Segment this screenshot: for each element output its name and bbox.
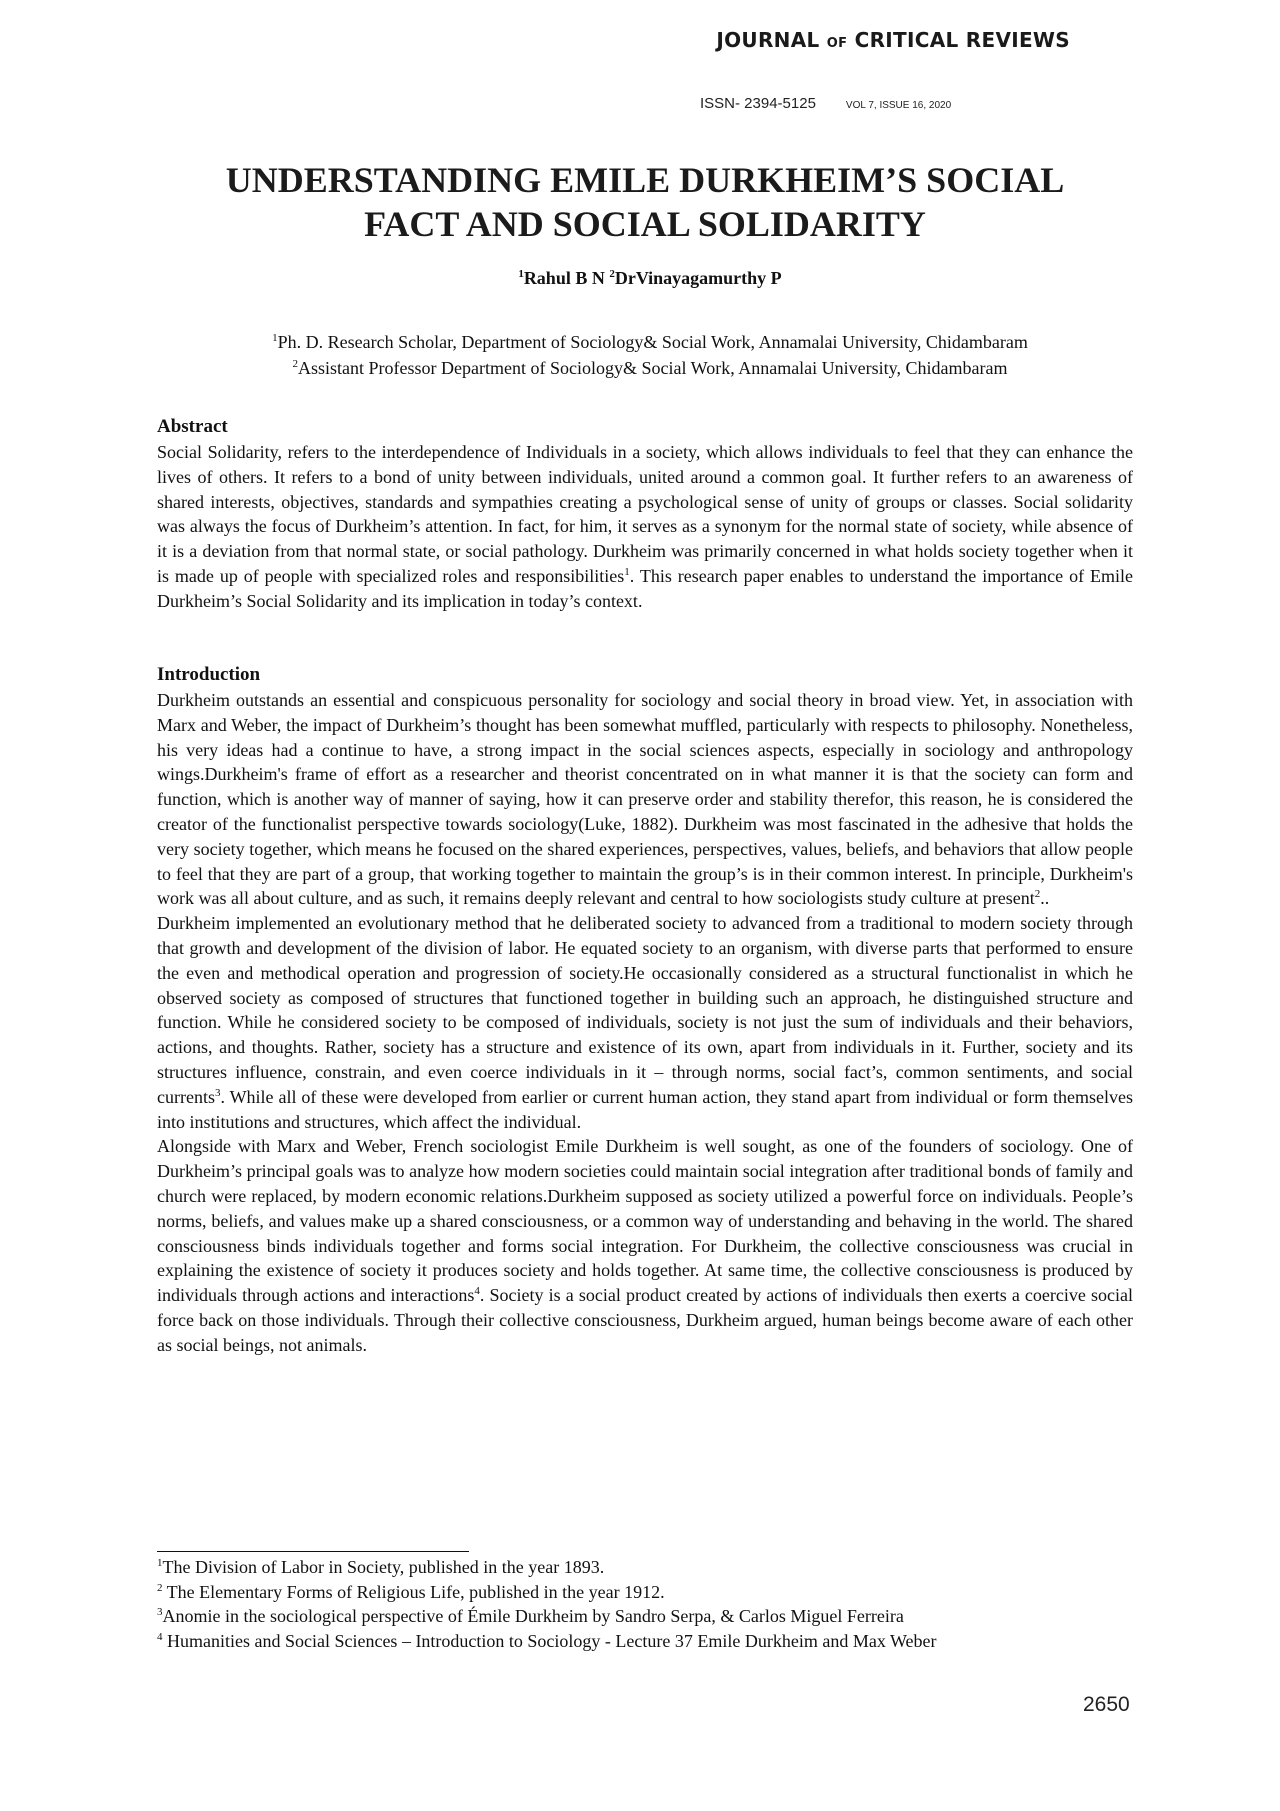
affiliation-1-number: 1 [272,332,278,344]
introduction-body [157,688,1133,1358]
journal-name-part2: OF [826,36,848,51]
footnotes [157,1555,1133,1653]
abstract-text-part2: . This research paper enables to understand the importance of Emile Durkheim’s Social Solidarity and its implication in today’s context. [157,565,1133,611]
intro-p2-tail: . While all of these were developed from earlier or current human action, they stand apart from individual or form themselves into institutions and structures, which affect the individual. [157,1086,1133,1132]
affiliation-2 [140,358,1160,379]
footnote-3 [157,1604,1133,1629]
authors [150,268,1150,289]
intro-p1-text: Durkheim outstands an essential and conspicuous personality for sociology and social theory in broad view. Yet, in association with Marx and Weber, the impact of Durkheim’s thought has been somewhat muffled, particularly with respects to philosophy. Nonetheless, his very ideas had a continue to have, a strong impact in the social sciences aspects, especially in sociology and anthropology wings.Durkheim's frame of effort as a researcher and theorist concentrated on in what manner it is that the society can form and function, which is another way of manner of saying, how it can preserve order and stability therefor, this reason, he is considered the creator of the functionalist perspective towards sociology(Luke, 1882). Durkheim was most fascinated in the adhesive that holds the very society together, which means he focused on the shared experiences, perspectives, values, beliefs, and behaviors that allow people to feel that they are part of a group, that working together to maintain the group’s is in their common interest. In principle, Durkheim's work was all about culture, and as such, it remains deeply relevant and central to how sociologists study culture at present [157,690,1133,909]
abstract-text-part1: Social Solidarity, refers to the interdependence of Individuals in a society, which allows individuals to feel that they can enhance the lives of others. It refers to a bond of unity between individuals, united around a common goal. It further refers to an awareness of shared interests, objectives, standards and sympathies creating a psychological sense of unity of groups or classes. Social solidarity was always the focus of Durkheim’s attention. In fact, for him, it serves as a synonym for the normal state of society, while absence of it is a deviation from that normal state, or social pathology. Durkheim was primarily concerned in what holds society together when it is made up of people with specialized roles and responsibilities [157,442,1133,586]
affiliation-1-text: Ph. D. Research Scholar, Department of Sociology& Social Work, Annamalai University, Chidambaram [277,332,1028,352]
footnote-3-number: 3 [157,1606,163,1618]
intro-p3-text: Alongside with Marx and Weber, French sociologist Emile Durkheim is well sought, as one of the founders of sociology. One of Durkheim’s principal goals was to analyze how modern societies could maintain social integration after traditional bonds of family and church were replaced, by modern economic relations.Durkheim supposed as society utilized a powerful force on individuals. People’s norms, beliefs, and values make up a shared consciousness, or a common way of understanding and behaving in the world. The shared consciousness binds individuals together and forms social integration. For Durkheim, the collective consciousness was crucial in explaining the existence of society it produces society and holds together. At same time, the collective consciousness is produced by individuals through actions and interactions [157,1136,1133,1306]
issn: ISSN- 2394-5125 [700,95,816,112]
journal-name-part3: CRITICAL REVIEWS [854,28,1070,52]
footnote-2 [157,1580,1133,1605]
paper-title [120,158,1170,246]
author-2-number: 2 [609,268,615,280]
author-2-name: DrVinayagamurthy P [614,268,782,288]
affiliation-1 [140,332,1160,353]
footnote-3-text: Anomie in the sociological perspective of Émile Durkheim by Sandro Serpa, & Carlos Miguel Ferreira [162,1606,904,1626]
abstract-body [157,440,1133,614]
introduction-paragraph-1 [157,688,1133,911]
intro-p3-tail: . Society is a social product created by actions of individuals then exerts a coercive social force back on those individuals. Through their collective consciousness, Durkheim argued, human beings become aware of each other as social beings, not animals. [157,1285,1133,1355]
footnote-1-text: The Division of Labor in Society, published in the year 1893. [162,1557,605,1577]
footnote-1 [157,1555,1133,1580]
journal-name [600,28,1070,52]
footnote-ref-2: 2 [1034,888,1041,901]
paper-title-line-2: FACT AND SOCIAL SOLIDARITY [364,204,926,244]
affiliation-2-number: 2 [292,358,299,370]
abstract-paragraph [157,440,1133,614]
page-number: 2650 [1083,1693,1130,1716]
volume-issue: VOL 7, ISSUE 16, 2020 [845,100,952,111]
affiliation-2-text: Assistant Professor Department of Sociology& Social Work, Annamalai University, Chidambaram [298,358,1008,378]
paper-title-line-1: UNDERSTANDING EMILE DURKHEIM’S SOCIAL [225,160,1065,200]
abstract-heading: Abstract [157,416,228,437]
footnote-1-number: 1 [157,1557,163,1569]
intro-p2-text: Durkheim implemented an evolutionary method that he deliberated society to advanced from a traditional to modern society through that growth and development of the division of labor. He equated society to an organism, with diverse parts that performed to ensure the even and methodical operation and progression of society.He occasionally considered as a structural functionalist in which he observed society as composed of structures that functioned together in building such an approach, he distinguished structure and function. While he considered society to be composed of individuals, society is not just the sum of individuals and their behaviors, actions, and thoughts. Rather, society has a structure and existence of its own, apart from individuals in it. Further, society and its structures influence, constrain, and even coerce individuals in it – through norms, social fact’s, common sentiments, and social currents [157,913,1133,1107]
introduction-paragraph-2 [157,911,1133,1134]
footnote-ref-1: 1 [624,565,630,578]
author-1-name: Rahul B N [523,268,605,288]
footnote-4-number: 4 [157,1630,163,1643]
footnote-separator [157,1551,469,1552]
introduction-heading: Introduction [157,664,261,685]
author-1-number: 1 [518,268,524,280]
intro-p1-tail: .. [1040,888,1050,909]
journal-name-part1: JOURNAL [716,28,820,52]
footnote-ref-3: 3 [214,1086,221,1099]
footnote-4-text: Humanities and Social Sciences – Introduction to Sociology - Lecture 37 Emile Durkheim and Max Weber [162,1630,937,1651]
introduction-paragraph-3 [157,1134,1133,1357]
footnote-2-number: 2 [157,1581,163,1594]
footnote-2-text: The Elementary Forms of Religious Life, published in the year 1912. [162,1581,665,1602]
issn-volume-line [700,95,1000,113]
footnote-ref-4: 4 [474,1285,480,1298]
footnote-4 [157,1629,1133,1654]
